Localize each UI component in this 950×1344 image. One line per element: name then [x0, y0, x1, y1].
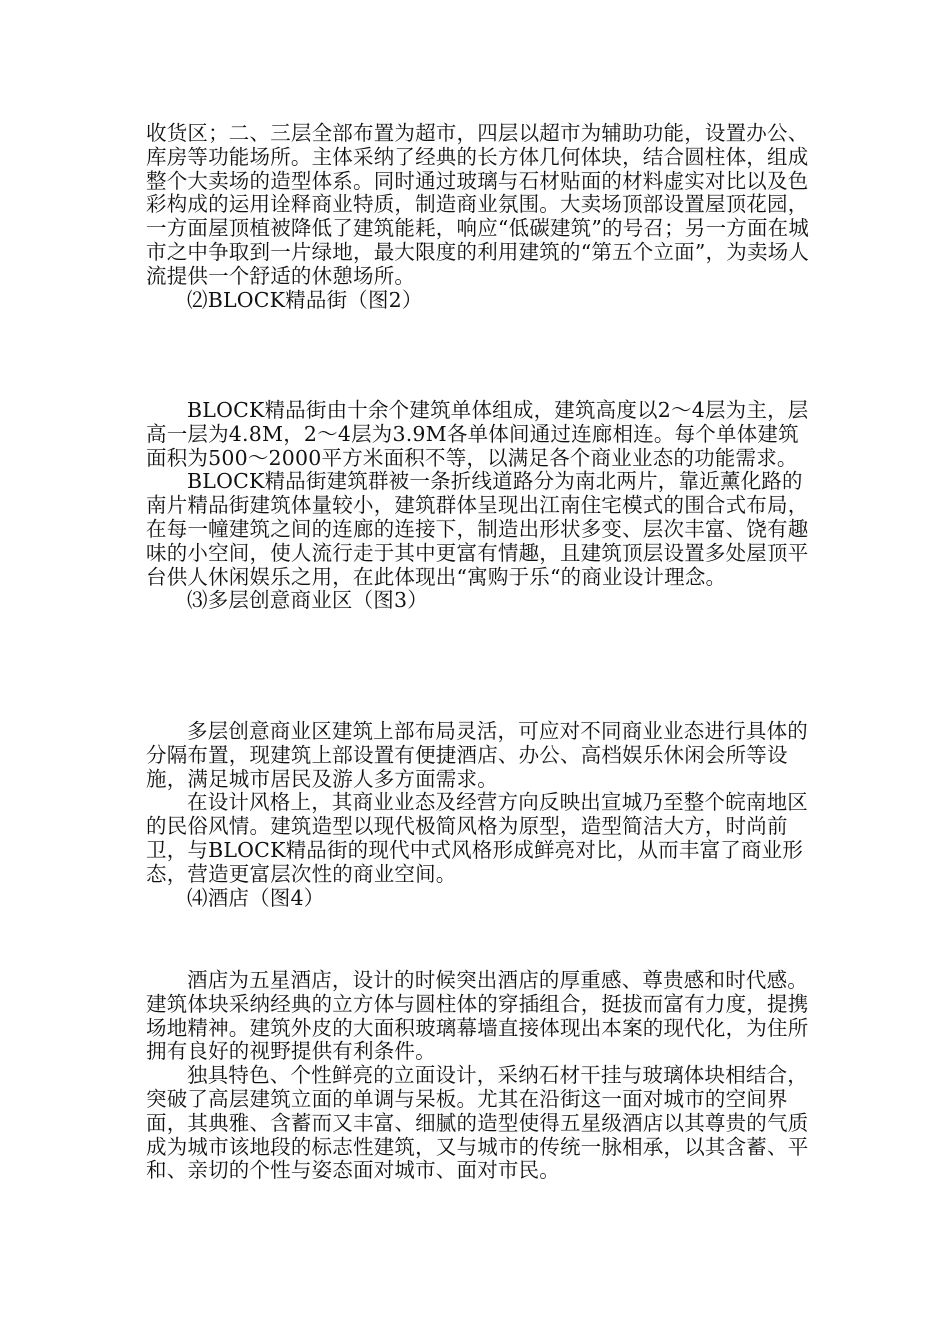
paragraph-block-street-layout: BLOCK精品街建筑群被一条折线道路分为南北两片，靠近薰化路的南片精品街建筑体量较小，建筑群体呈现出江南住宅模式的围合式布局，在每一幢建筑之间的连廊的连接下，制造出形状多变、层次丰富、饶有趣味的小空间，使人流行走于其中更富有情趣，且建筑顶层设置多处屋顶平台供人休闲娱乐之用，在此体现出“寓购于乐“的商业设计理念。: [146, 469, 809, 589]
paragraph-hotel-intro: 酒店为五星酒店，设计的时候突出酒店的厚重感、尊贵感和时代感。建筑体块采纳经典的立方体与圆柱体的穿插组合，挺拔而富有力度，提携场地精神。建筑外皮的大面积玻璃幕墙直接体现出本案的现代化，为住所拥有良好的视野提供有利条件。: [146, 968, 809, 1064]
heading-creative-commercial: ⑶多层创意商业区（图3）: [187, 588, 428, 613]
paragraph-creative-style: 在设计风格上，其商业业态及经营方向反映出宣城乃至整个皖南地区的民俗风情。建筑造型以现代极简风格为原型，造型简洁大方，时尚前卫，与BLOCK精品街的现代中式风格形成鲜亮对比，从而丰富了商业形态，营造更富层次性的商业空间。: [146, 790, 808, 886]
paragraph-hotel-facade: 独具特色、个性鲜亮的立面设计，采纳石材干挂与玻璃体块相结合，突破了高层建筑立面的单调与呆板。尤其在沿街这一面对城市的空间界面，其典雅、含蓄而又丰富、细腻的造型使得五星级酒店以其尊贵的气质成为城市该地段的标志性建筑，又与城市的传统一脉相承，以其含蓄、平和、亲切的个性与姿态面对城市、面对市民。: [146, 1063, 809, 1183]
section-2: [146, 399, 810, 613]
heading-hotel: ⑷酒店（图4）: [187, 885, 325, 910]
heading-block-street: ⑵BLOCK精品街（图2）: [187, 287, 423, 312]
section-4: [146, 969, 810, 1183]
section-3: [146, 720, 810, 910]
paragraph-creative-layout: 多层创意商业区建筑上部布局灵活，可应对不同商业业态进行具体的分隔布置，现建筑上部设置有便捷酒店、办公、高档娱乐休闲会所等设施，满足城市居民及游人多方面需求。: [146, 719, 808, 791]
paragraph-supermarket: 收货区；二、三层全部布置为超市，四层以超市为辅助功能，设置办公、库房等功能场所。主体采纳了经典的长方体几何体块，结合圆柱体，组成整个大卖场的造型体系。同时通过玻璃与石材贴面的材料虚实对比以及色彩构成的运用诠释商业特质，制造商业氛围。大卖场顶部设置屋顶花园，一方面屋顶植被降低了建筑能耗，响应“低碳建筑”的号召；另一方面在城市之中争取到一片绿地，最大限度的利用建筑的“第五个立面”，为卖场人流提供一个舒适的休憩场所。: [146, 121, 810, 288]
section-1: [146, 122, 810, 312]
paragraph-block-street-intro: BLOCK精品街由十余个建筑单体组成，建筑高度以2～4层为主，层高一层为4.8M，2～4层为3.9M各单体间通过连廊相连。每个单体建筑面积为500～2000平方米面积不等，以满足各个商业业态的功能需求。: [146, 398, 809, 470]
